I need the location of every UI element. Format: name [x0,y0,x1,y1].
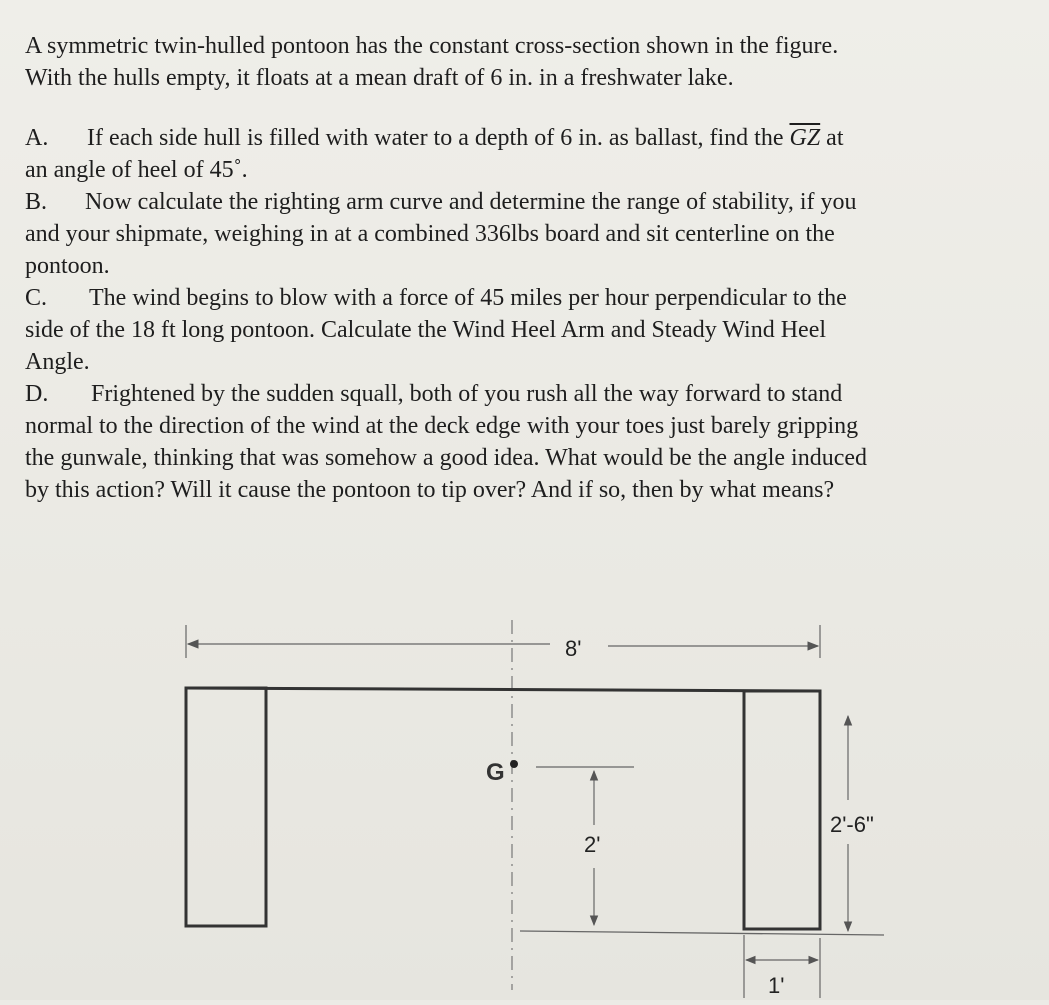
pontoon-diagram [0,600,1049,1000]
intro-line-1: A symmetric twin-hulled pontoon has the constant cross-section shown in the figure. [25,33,839,59]
gz-symbol: $\overline{GZ}$ [789,125,821,151]
baseline [520,931,884,935]
problem-text [25,30,1015,506]
question-c [25,282,1015,378]
question-d-line-3: the gunwale, thinking that was somehow a good idea. What would be the angle induced [25,445,868,471]
question-d-line-1: Frightened by the sudden squall, both of you rush all the way forward to stand [91,381,843,407]
question-d [25,378,1015,506]
question-c-line-2: side of the 18 ft long pontoon. Calculate the Wind Heel Arm and Steady Wind Heel [25,317,827,343]
hull-height-label: 2'-6" [830,812,874,837]
question-a [25,122,1015,186]
right-hull [744,691,820,929]
pontoon-cross-section-figure [0,600,1049,1000]
question-b-line-2: and your shipmate, weighing in at a combined 336lbs board and sit centerline on the [25,221,835,247]
g-point-dot [510,760,518,768]
question-a-line-1: If each side hull is filled with water to a depth of 6 in. as ballast, find the [87,125,790,151]
question-d-line-2: normal to the direction of the wind at the deck edge with your toes just barely gripping [25,413,859,439]
question-a-line-1-end: at [820,125,844,151]
question-a-letter: A. [25,125,49,151]
question-a-line-2: an angle of heel of 45˚. [25,157,248,183]
width-label: 8' [565,636,582,661]
hull-width-label: 1' [768,973,785,998]
question-b [25,186,1015,282]
question-b-line-3: pontoon. [25,253,110,279]
question-c-line-1: The wind begins to blow with a force of 45 miles per hour perpendicular to the [89,285,847,311]
deck [186,688,820,691]
question-c-line-3: Angle. [25,349,90,375]
g-height-label: 2' [584,832,601,857]
question-c-letter: C. [25,285,48,311]
question-d-line-4: by this action? Will it cause the pontoon to tip over? And if so, then by what means? [25,477,835,503]
left-hull [186,688,266,926]
question-d-letter: D. [25,381,49,407]
intro-line-2: With the hulls empty, it floats at a mean draft of 6 in. in a freshwater lake. [25,65,734,91]
question-b-line-1: Now calculate the righting arm curve and determine the range of stability, if you [85,189,857,215]
g-label: G [486,759,505,786]
question-b-letter: B. [25,189,48,215]
